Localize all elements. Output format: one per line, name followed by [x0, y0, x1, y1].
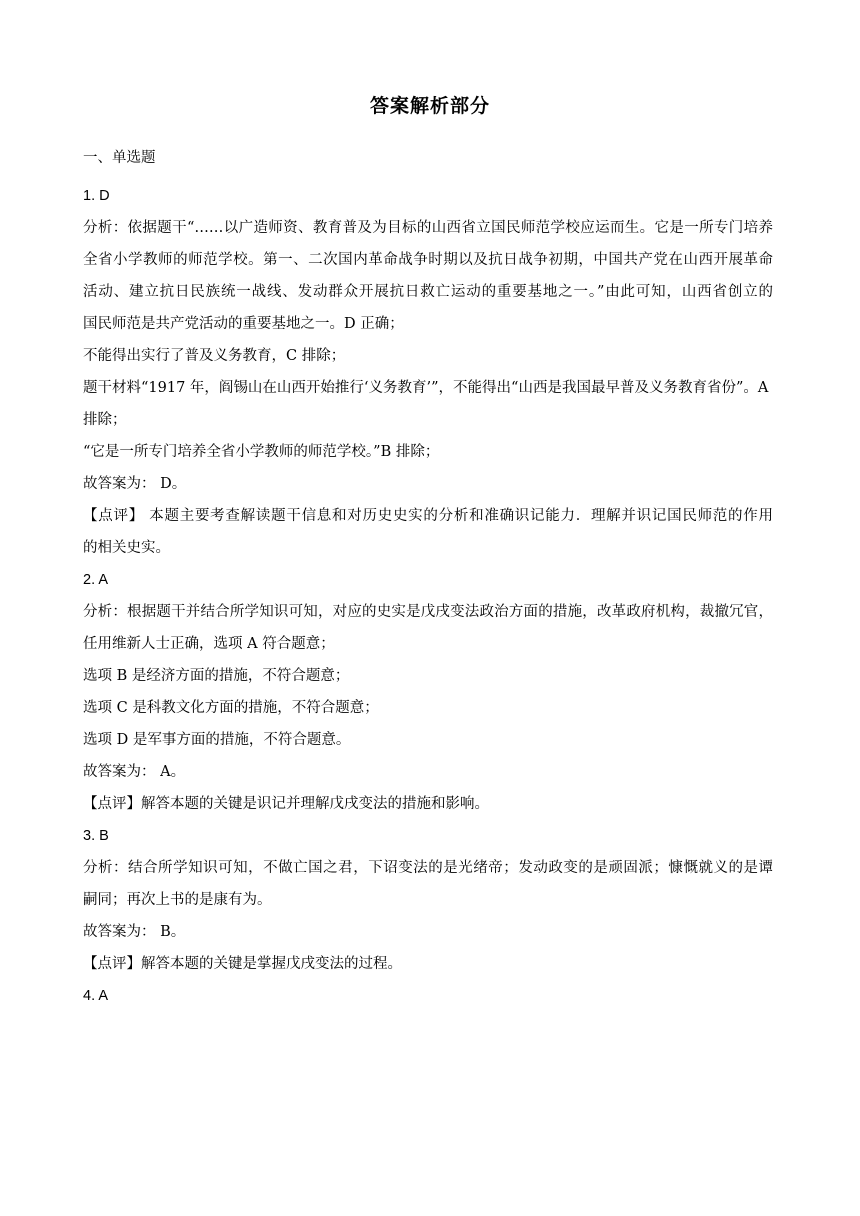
q2-final-answer: 故答案为： A。	[83, 764, 186, 780]
q1-analysis-line-3: 活动、建立抗日民族统一战线、发动群众开展抗日救亡运动的重要基地之一。”由此可知，山西省创立的	[83, 284, 773, 300]
page-title: 答案解析部分	[369, 95, 490, 117]
q3-comment: 【点评】解答本题的关键是掌握戊戌变法的过程。	[83, 956, 402, 972]
q1-analysis-line-5: 不能得出实行了普及义务教育，C 排除；	[83, 348, 346, 364]
q2-analysis-line-4: 选项 C 是科教文化方面的措施，不符合题意；	[83, 700, 379, 716]
section-heading: 一、单选题	[83, 150, 156, 166]
question-2-answer: 2. A	[83, 572, 108, 588]
answer-content	[83, 142, 773, 1012]
q1-final-answer: 故答案为： D。	[83, 476, 187, 492]
question-3-answer: 3. B	[83, 828, 109, 844]
q1-analysis-line-2: 全省小学教师的师范学校。第一、二次国内革命战争时期以及抗日战争初期，中国共产党在山西开展革命	[83, 252, 773, 268]
question-1-answer: 1. D	[83, 188, 110, 204]
q3-analysis-line-2: 嗣同；再次上书的是康有为。	[83, 892, 272, 908]
q3-analysis-line-1: 分析：结合所学知识可知，不做亡国之君，下诏变法的是光绪帝；发动政变的是顽固派；慷慨就义的是谭	[83, 860, 773, 876]
q1-analysis-line-1: 分析：依据题干“……以广造师资、教育普及为目标的山西省立国民师范学校应运而生。它是一所专门培养	[83, 220, 773, 236]
q2-analysis-line-5: 选项 D 是军事方面的措施，不符合题意。	[83, 732, 351, 748]
q2-analysis-line-3: 选项 B 是经济方面的措施，不符合题意；	[83, 668, 350, 684]
q2-comment: 【点评】解答本题的关键是识记并理解戊戌变法的措施和影响。	[83, 796, 489, 812]
q2-analysis-line-1: 分析：根据题干并结合所学知识可知，对应的史实是戊戌变法政治方面的措施，改革政府机构，裁撤冗官，	[83, 604, 773, 620]
q1-comment-line-1: 【点评】 本题主要考查解读题干信息和对历史史实的分析和准确识记能力．理解并识记国民师范的作用	[83, 508, 773, 524]
q1-analysis-line-7: 排除；	[83, 412, 127, 428]
q2-analysis-line-2: 任用维新人士正确，选项 A 符合题意；	[83, 636, 335, 652]
q1-analysis-line-4: 国民师范是共产党活动的重要基地之一。D 正确；	[83, 316, 404, 332]
q1-analysis-line-8: “它是一所专门培养全省小学教师的师范学校。”B 排除；	[83, 444, 440, 460]
q1-analysis-line-6: 题干材料“1917 年，阎锡山在山西开始推行‘义务教育’”，不能得出“山西是我国最早普及义务教育省份”。A	[83, 380, 769, 396]
q3-final-answer: 故答案为： B。	[83, 924, 186, 940]
q1-comment-line-2: 的相关史实。	[83, 540, 170, 556]
question-4-answer: 4. A	[83, 988, 108, 1004]
